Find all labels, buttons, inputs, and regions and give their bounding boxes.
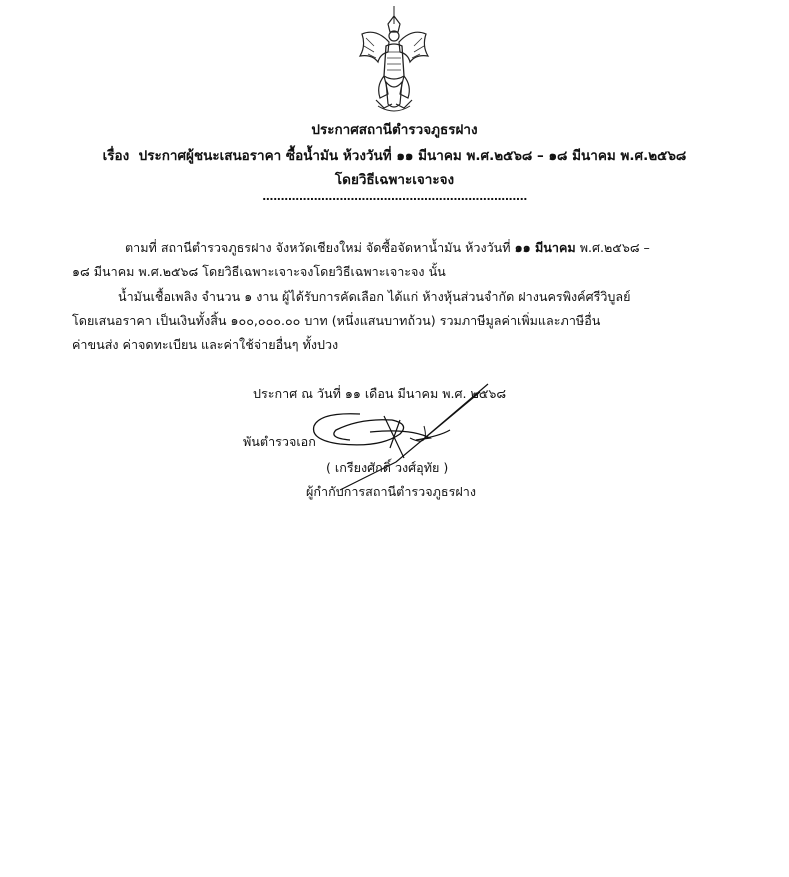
- document-title: ประกาศสถานีตำรวจภูธรฝาง: [311, 122, 478, 138]
- signatory-rank: พันตำรวจเอก: [243, 434, 316, 449]
- signatory-name: ( เกรียงศักดิ์ วงศ์อุทัย ): [326, 460, 449, 475]
- paragraph-2-line-2: โดยเสนอราคา เป็นเงินทั้งสิ้น ๑๐๐,๐๐๐.๐๐ บาท (หนึ่งแสนบาทถ้วน) รวมภาษีมูลค่าเพิ่มและภาษีอื่น: [72, 313, 601, 328]
- handwritten-signature: [300, 378, 500, 498]
- garuda-emblem: [356, 6, 432, 116]
- para1-end-text: พ.ศ.๒๕๖๘ –: [575, 240, 650, 255]
- paragraph-2-line-1: น้ำมันเชื้อเพลิง จำนวน ๑ งาน ผู้ได้รับการคัดเลือก ได้แก่ ห้างหุ้นส่วนจำกัด ฝางนครพิงค์ศรีวิบูลย์: [118, 289, 631, 304]
- separator-line: ........................................................................: [262, 190, 527, 203]
- procurement-method: โดยวิธีเฉพาะเจาะจง: [334, 172, 455, 188]
- paragraph-1-line-2: ๑๘ มีนาคม พ.ศ.๒๕๖๘ โดยวิธีเฉพาะเจาะจงโดยวิธีเฉพาะเจาะจง นั้น: [72, 264, 446, 279]
- para1-start-text: ตามที่ สถานีตำรวจภูธรฝาง จังหวัดเชียงใหม่ จัดซื้อจัดหาน้ำมัน ห้วงวันที่: [125, 240, 515, 255]
- announcement-date: ประกาศ ณ วันที่ ๑๑ เดือน มีนาคม พ.ศ. ๒๕๖๘: [253, 386, 507, 401]
- paragraph-2-line-3: ค่าขนส่ง ค่าจดทะเบียน และค่าใช้จ่ายอื่นๆ ทั้งปวง: [72, 337, 339, 352]
- para1-bold-date: ๑๑ มีนาคม: [514, 240, 576, 255]
- signatory-position: ผู้กำกับการสถานีตำรวจภูธรฝาง: [306, 484, 476, 499]
- paragraph-1-line-1: [125, 236, 650, 260]
- document-subject: [0, 144, 789, 166]
- subject-text: ประกาศผู้ชนะเสนอราคา ซื้อน้ำมัน ห้วงวันที่ ๑๑ มีนาคม พ.ศ.๒๕๖๘ – ๑๘ มีนาคม พ.ศ.๒๕๖๘: [138, 148, 687, 164]
- subject-label: เรื่อง: [102, 148, 130, 164]
